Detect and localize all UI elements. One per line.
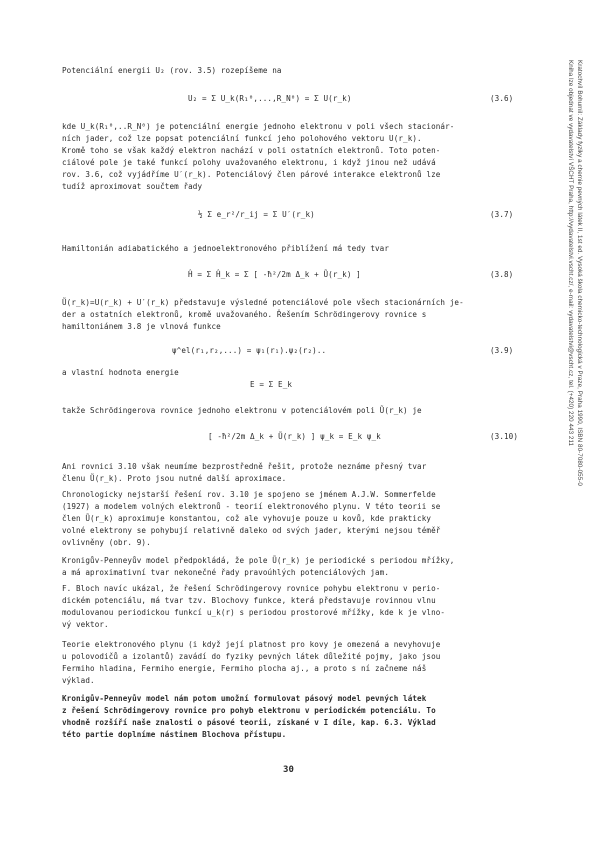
equation-3-6: U₂ = Σ U_k(R₁⁰,...,R_N⁰) = Σ U(r_k) [188,94,352,103]
text-line: z řešení Schrödingerovy rovnice pro pohyb elektronu v periodickém potenciálu. To [62,706,436,715]
text-line: Teorie elektronového plynu (i když její platnost pro kovy je omezená a nevyhovuje [62,640,441,649]
text-line: a vlastní hodnota energie [62,368,179,377]
equation-number: (3.6) [490,94,514,103]
text-line: Kromě toho se však každý elektron nachází v poli ostatních elektronů. Toto poten- [62,146,441,155]
side-citation-note [560,60,586,620]
equation-number: (3.8) [490,270,514,279]
text-line: volné elektrony se pohybují relativně daleko od svých jader, kterými nejsou téměř [62,526,441,535]
text-line: Kronigův-Penneyův model nám potom umožní formulovat pásový model pevných látek [62,694,427,703]
text-line: u polovodičů a izolantů) zavádí do fyziky pevných látek důležité pojmy, jako jsou [62,652,441,661]
page-number: 30 [283,765,295,775]
citation-line-1: Kratochvíl Bohumil: Základy fyziky a chemie pevných látek II, 1st ed. Vysoká škola chemicko-technologická v Praze, Praha 1990, ISBN 80-7080-055-0 [576,60,583,486]
text-line: rov. 3.6, což vyjádříme U′(r_k). Potenciálový člen párové interakce elektronů lze [62,170,441,179]
text-line: Ani rovnici 3.10 však neumíme bezprostředně řešit, protože neznáme přesný tvar [62,462,427,471]
text-line: výklad. [62,676,95,685]
text-line: člen Ũ(r_k) aproximuje konstantou, což ale vyhovuje pouze u kovů, kde prakticky [62,514,432,523]
text-line: hamiltoniánem 3.8 je vlnová funkce [62,322,221,331]
equation-3-10: [ -ħ²/2m Δ_k + Ũ(r_k) ] ψ_k = E_k ψ_k [208,432,381,441]
text-line: modulovanou periodickou funkcí u_k(r) s periodou prostorové mřížky, kde k je vlno- [62,608,446,617]
text-line: Hamiltonián adiabatického a jednoelektronového přiblížení má tedy tvar [62,244,390,253]
text-line: této partie doplníme nástinem Blochova přístupu. [62,730,287,739]
text-line: vhodně rozšíří naše znalosti o pásové teorii, získané v I díle, kap. 6.3. Výklad [62,718,436,727]
equation-3-7: ½ Σ e_r²/r_ij = Σ U′(r_k) [198,210,315,219]
text-line: a má aproximativní tvar nekonečné řady pravoúhlých potenciálových jam. [62,568,390,577]
text-line: členu Ũ(r_k). Proto jsou nutné další aproximace. [62,474,287,483]
text-line: Ũ(r_k)=U(r_k) + U′(r_k) představuje výsledné potenciálové pole všech stacionárních je- [62,298,464,307]
text-line: ciálové pole je také funkcí polohy uvažovaného elektronu, i když jinou než udává [62,158,436,167]
text-line: Fermiho hladina, Fermiho energie, Fermiho plocha aj., a proto s ní začneme náš [62,664,427,673]
equation-3-8: Ĥ = Σ Ĥ_k = Σ [ -ħ²/2m Δ_k + Ũ(r_k) ] [188,270,361,279]
equation-number: (3.7) [490,210,514,219]
text-line: ních jader, což lze popsat potenciální funkcí jeho polohového vektoru U(r_k). [62,134,422,143]
text-line: ovlivněny (obr. 9). [62,538,151,547]
text-line: Kronigův-Penneyův model předpokládá, že pole Ũ(r_k) je periodické s periodou mřížky, [62,556,455,565]
text-line: (1927) a modelem volných elektronů - teorií elektronového plynu. V této teorii se [62,502,441,511]
text-line: tudíž aproximovat součtem řady [62,182,203,191]
text-line: dickém potenciálu, má tvar tzv. Blochovy funkce, která představuje rovinnou vlnu [62,596,436,605]
equation-number: (3.9) [490,346,514,355]
text-line: takže Schrödingerova rovnice jednoho elektronu v potenciálovém poli Ũ(r_k) je [62,406,422,415]
text-line: F. Bloch navíc ukázal, že řešení Schrödingerovy rovnice pohybu elektronu v perio- [62,584,441,593]
equation-number: (3.10) [490,432,519,441]
text-line: vý vektor. [62,620,109,629]
equation-energy: E = Σ E_k [250,380,293,389]
text-line: Chronologicky nejstarší řešení rov. 3.10 je spojeno se jménem A.J.W. Sommerfelde [62,490,436,499]
citation-line-2: Kniha lze objednat ve vydavatelství VŠCHT Praha, http://vydavatelstvi.vscht.cz/, e-mail: vydavatelstvi@vscht.cz, tel. (+420) 220 443 211 [567,60,574,447]
text-line: Potenciální energii U₂ (rov. 3.5) rozepíšeme na [62,66,282,75]
text-line: der a ostatních elektronů, kromě uvažovaného. Řešením Schrödingerovy rovnice s [62,310,427,319]
equation-3-9: ψ^el(r₁,r₂,...) = ψ₁(r₁).ψ₂(r₂).. [172,346,327,355]
text-line: kde U_k(R₁⁰,..R_N⁰) je potenciální energie jednoho elektronu v poli všech stacionár- [62,122,455,131]
